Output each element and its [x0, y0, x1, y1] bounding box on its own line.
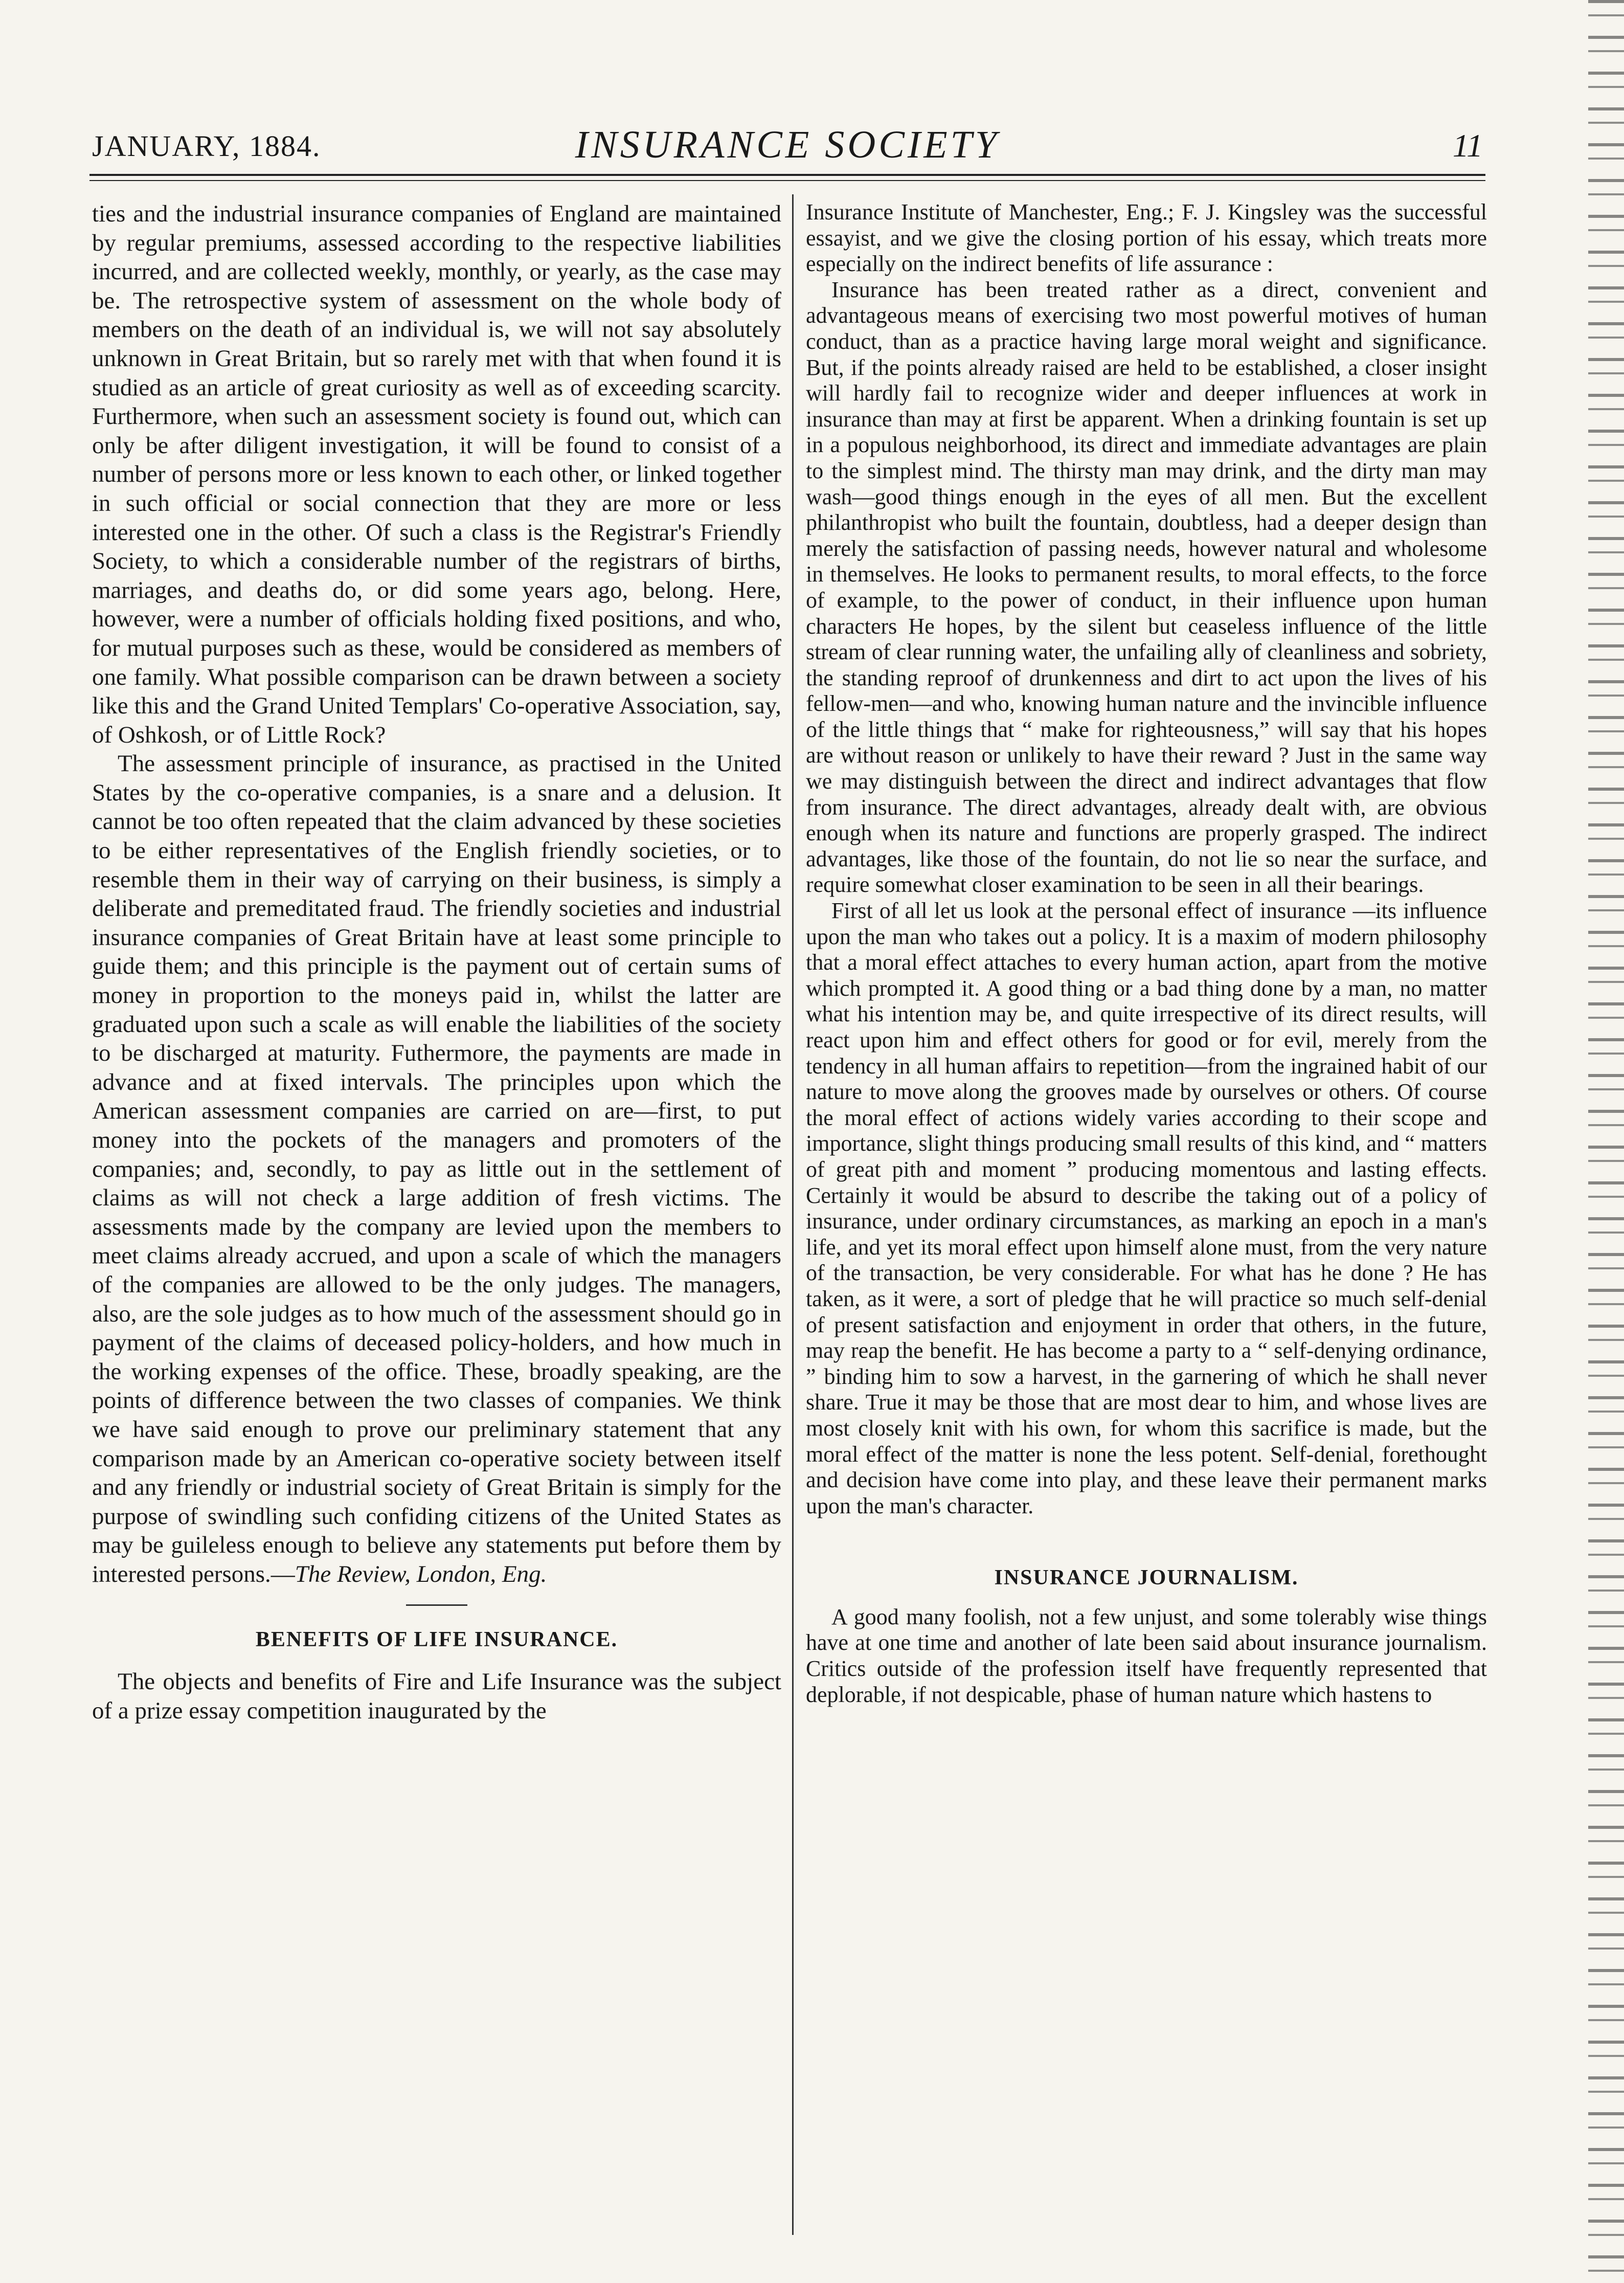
page-edge-binding: [1588, 0, 1624, 2283]
section-heading-benefits: BENEFITS OF LIFE INSURANCE.: [255, 1627, 618, 1651]
header-page-number: 11: [1452, 127, 1483, 164]
header-rule-thin: [89, 180, 1485, 181]
header-date: JANUARY, 1884.: [92, 129, 321, 163]
left-paragraph-2-source: The Review, London, Eng.: [295, 1560, 547, 1587]
header-rule-thick: [89, 174, 1485, 176]
right-paragraph-4: A good many foolish, not a few unjust, and some tolerably wise things have at one time and another of late been said about insurance journalism. Critics outside of the profession itself have frequently represented that deplorable, if not despicable, phase of human nature which hastens to: [806, 1604, 1487, 1707]
left-paragraph-3: The objects and benefits of Fire and Life Insurance was the subject of a prize essay competition inaugurated by the: [92, 1668, 781, 1724]
right-paragraph-1: Insurance Institute of Manchester, Eng.; F. J. Kingsley was the successful essayist, and we give the closing portion of his essay, which treats more especially on the indirect benefits of life assurance :: [806, 199, 1487, 277]
column-divider: [792, 194, 794, 2235]
left-paragraph-1: ties and the industrial insurance companies of England are maintained by regular premiums, assessed according to the respective liabilities incurred, and are collected weekly, monthly, or yearly, as the case may be. The retrospective system of assessment on the whole body of members on the death of an individual is, we will not say absolutely unknown in Great Britain, but so rarely met with that when found it is studied as an article of great curiosity as well as of exceeding scarcity. Furthermore, when such an assessment society is found out, which can only be after diligent investigation, it will be found to consist of a number of persons more or less known to each other, or linked together in such official or social connection that they are more or less interested one in the other. Of such a class is the Registrar's Friendly Society, to which a considerable number of the registrars of births, marriages, and deaths do, or did some years ago, belong. Here, however, were a number of officials holding fixed positions, and who, for mutual purposes such as these, would be considered as members of one family. What possible comparison can be drawn between a society like this and the Grand United Templars' Co-operative Association, say, of Oshkosh, or of Little Rock?: [92, 200, 781, 748]
right-paragraph-2: Insurance has been treated rather as a direct, convenient and advantageous means of exercising two most powerful motives of human conduct, than as a practice having large moral weight and significance. But, if the points already raised are held to be established, a closer insight will hardly fail to recognize wider and deeper influences at work in insurance than may at first be apparent. When a drinking fountain is set up in a populous neighborhood, its direct and immediate advantages are plain to the simplest mind. The thirsty man may drink, and the dirty man may wash—good things enough in the eyes of all men. But the excellent philanthropist who built the fountain, doubtless, had a deeper design than merely the satisfaction of passing needs, however natural and wholesome in themselves. He looks to permanent results, to moral effects, to the force of example, to the power of conduct, in their influence upon human characters He hopes, by the silent but ceaseless influence of the little stream of clear running water, the unfailing ally of cleanliness and sobriety, the standing reproof of drunkenness and dirt to act upon the lives of his fellow-men—and who, knowing human nature and the invincible influence of the little things that “ make for righteousness,” will say that his hopes are without reason or unlikely to have their reward ? Just in the same way we may distinguish between the direct and indirect advantages that flow from insurance. The direct advantages, already dealt with, are obvious enough when its nature and functions are properly grasped. The indirect advantages, like those of the fountain, do not lie so near the surface, and require somewhat closer examination to be seen in all their bearings.: [806, 277, 1487, 898]
header-title: INSURANCE SOCIETY: [575, 123, 1000, 166]
running-header: [92, 123, 1483, 169]
section-heading-journalism: INSURANCE JOURNALISM.: [994, 1566, 1299, 1590]
left-paragraph-2-text: The assessment principle of insurance, as practised in the United States by the co-operative companies, is a snare and a delusion. It cannot be too often repeated that the claim advanced by these societies to be either representatives of the English friendly societies, or to resemble them in their way of carrying on their business, is simply a deliberate and premeditated fraud. The friendly societies and industrial insurance companies of Great Britain have at least some principle to guide them; and this principle is the payment out of certain sums of money in proportion to the moneys paid in, whilst the latter are graduated upon such a scale as will enable the liabilities of the society to be discharged at maturity. Futhermore, the payments are made in advance and at fixed intervals. The principles upon which the American assessment companies are carried on are—first, to put money into the pockets of the managers and promoters of the companies; and, secondly, to pay as little out in the settlement of claims as will not check a large addition of fresh victims. The assessments made by the company are levied upon the members to meet claims already accrued, and upon a scale of which the managers of the companies are allowed to be the only judges. The managers, also, are the sole judges as to how much of the assessment should go in payment of the claims of deceased policy-holders, and how much in the working expenses of the office. These, broadly speaking, are the points of difference between the two classes of companies. We think we have said enough to prove our preliminary statement that any comparison made by an American co-operative society between itself and any friendly or industrial society of Great Britain is simply for the purpose of swindling such confiding citizens of the United States as may be guileless enough to believe any statements put before them by interested persons.—: [92, 750, 781, 1587]
left-paragraph-2: [92, 749, 781, 1588]
right-paragraph-3: First of all let us look at the personal effect of insurance —its influence upon the man who takes out a policy. It is a maxim of modern philosophy that a moral effect attaches to every human action, apart from the motive which prompted it. A good thing or a bad thing done by a man, no matter what his intention may be, and quite irrespective of its direct results, will react upon him and effect others for good or for evil, merely from the tendency in all human affairs to repetition—from the ingrained habit of our nature to move along the grooves made by ourselves or others. Of course the moral effect of actions widely varies according to their scope and importance, slight things producing small results of this kind, and “ matters of great pith and moment ” producing momentous and lasting effects. Certainly it would be absurd to describe the taking out of a policy of insurance, under ordinary circumstances, as marking an epoch in a man's life, and yet its moral effect upon himself alone must, from the very nature of the transaction, be very considerable. For what has he done ? He has taken, as it were, a sort of pledge that he will practice so much self-denial of present satisfaction and enjoyment in order that others, in the future, may reap the benefit. He has become a party to a “ self-denying ordinance, ” binding him to sow a harvest, in the garnering of which he shall never share. True it may be those that are most dear to him, and whose lives are most closely knit with his own, for whom this sacrifice is made, but the moral effect of the matter is none the less potent. Self-denial, forethought and decision have come into play, and these leave their permanent marks upon the man's character.: [806, 898, 1487, 1518]
right-column: [806, 199, 1487, 2240]
left-column: [92, 199, 781, 2240]
section-divider: [406, 1604, 467, 1606]
